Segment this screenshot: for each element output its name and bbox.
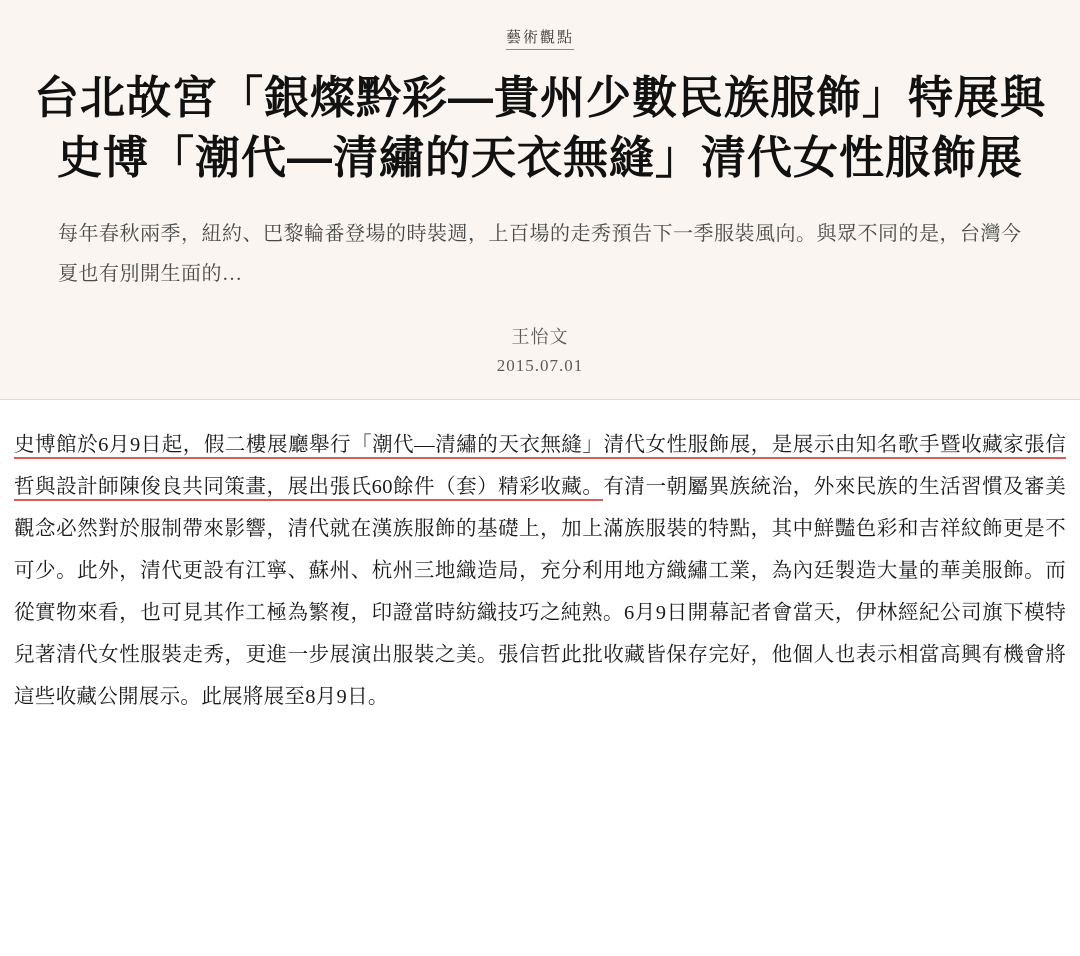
author-name: 王怡文 (511, 326, 569, 347)
byline (28, 322, 1052, 381)
article-category-link[interactable]: 藝術觀點 (506, 26, 574, 50)
category-wrapper (28, 26, 1052, 50)
article-excerpt: 每年春秋兩季，紐約、巴黎輪番登場的時裝週，上百場的走秀預告下一季服裝風向。與眾不同的是，台灣今夏也有別開生面的… (58, 222, 1022, 285)
publish-date: 2015.07.01 (496, 356, 584, 376)
body-paragraph (14, 424, 1066, 718)
body-text-rest: 有清一朝屬異族統治，外來民族的生活習慣及審美觀念必然對於服制帶來影響，清代就在漢族服飾的基礎上，加上滿族服裝的特點，其中鮮豔色彩和吉祥紋飾更是不可少。此外，清代更設有江寧、蘇州、杭州三地織造局，充分利用地方織繡工業，為內廷製造大量的華美服飾。而從實物來看，也可見其作工極為繁複，印證當時紡織技巧之純熟。6月9日開幕記者會當天，伊林經紀公司旗下模特兒著清代女性服裝走秀，更進一步展演出服裝之美。張信哲此批收藏皆保存完好，他個人也表示相當高興有機會將這些收藏公開展示。此展將展至8月9日。 (14, 476, 1066, 709)
page-title: 台北故宮「銀燦黔彩—貴州少數民族服飾」特展與 史博「潮代—清繡的天衣無縫」清代女性服飾展 (33, 72, 1046, 183)
article-header (0, 0, 1080, 399)
article-body (0, 400, 1080, 956)
highlighted-sentence: 史博館於6月9日起，假二樓展廳舉行「潮代—清繡的天衣無縫」清代女性服飾展，是展示由知名歌手暨收藏家張信哲與設計師陳俊良共同策畫，展出張氏60餘件（套）精彩收藏。 (14, 434, 1066, 501)
